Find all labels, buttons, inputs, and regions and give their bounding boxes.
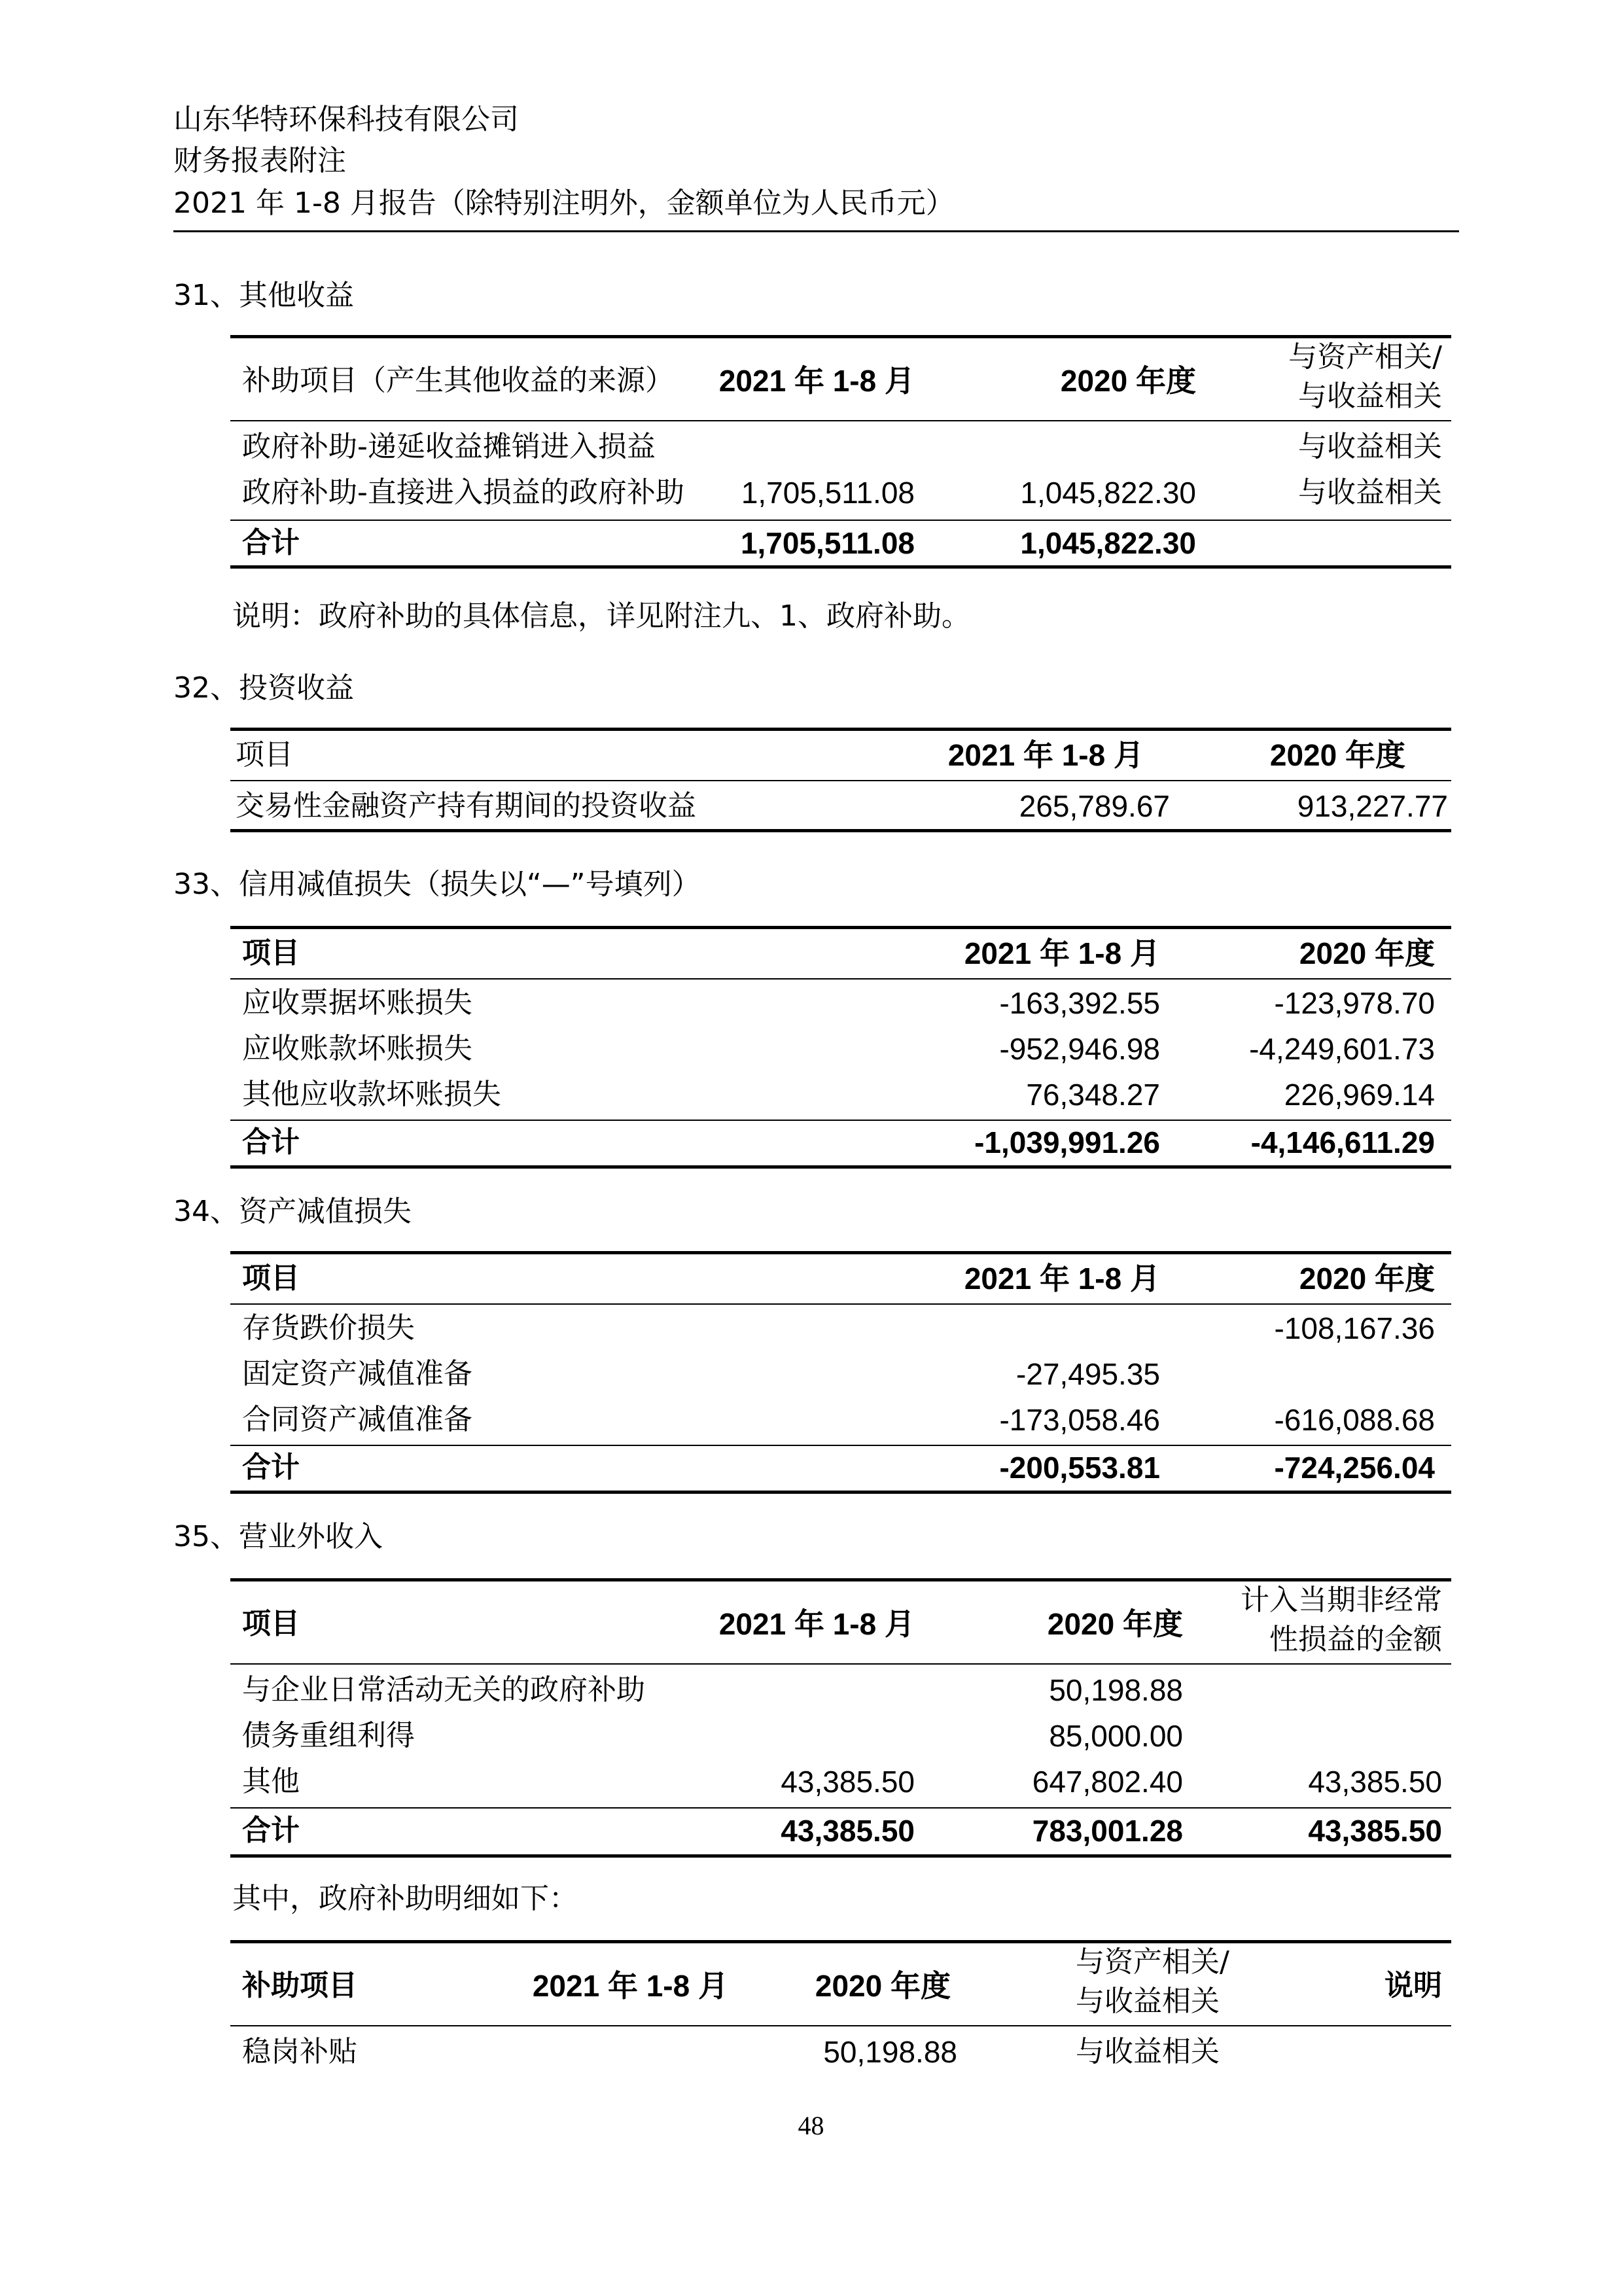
col-header-2020: 2020 年度 <box>1047 1607 1183 1641</box>
total-value-2020: 783,001.28 <box>1032 1814 1183 1848</box>
table-row-value-2021: -952,946.98 <box>999 1032 1160 1066</box>
table-non-operating-income <box>230 1578 1451 1860</box>
table-row-value-2020: 913,227.77 <box>1297 789 1448 823</box>
total-value-2020: -4,146,611.29 <box>1250 1125 1435 1159</box>
col-header-relation-2: 与收益相关 <box>1076 1985 1220 2018</box>
table-row-value-nonrecurring: 43,385.50 <box>1308 1765 1442 1799</box>
col-header-item: 项目 <box>236 738 293 771</box>
total-label: 合计 <box>242 526 300 559</box>
col-header-relation-2: 与收益相关 <box>1298 380 1442 413</box>
total-value-2020: 1,045,822.30 <box>1020 526 1196 560</box>
document-title: 财务报表附注 <box>173 144 346 177</box>
section-33-title: 33、信用减值损失（损失以“—”号填列） <box>173 868 701 901</box>
section-35-title: 35、营业外收入 <box>173 1520 383 1553</box>
section-31-note: 说明：政府补助的具体信息，详见附注九、1、政府补助。 <box>232 599 970 633</box>
table-asset-impairment <box>230 1251 1451 1493</box>
report-period: 2021 年 1-8 月报告（除特别注明外，金额单位为人民币元） <box>173 186 955 220</box>
table-row-relation: 与收益相关 <box>1298 430 1442 463</box>
table-row-name: 固定资产减值准备 <box>242 1357 472 1390</box>
table-row-name: 其他应收款坏账损失 <box>242 1078 501 1111</box>
table-row-value-2020: 647,802.40 <box>1032 1765 1183 1799</box>
table-row-value-2021: -27,495.35 <box>1016 1357 1160 1391</box>
section-31-title: 31、其他收益 <box>173 279 354 312</box>
table-row-value-2020: -123,978.70 <box>1274 986 1435 1020</box>
table-row-name: 政府补助-递延收益摊销进入损益 <box>242 430 656 463</box>
table-row-name: 稳岗补贴 <box>242 2035 357 2068</box>
col-header-nonrecurring-2: 性损益的金额 <box>1269 1623 1442 1656</box>
table-row-name: 存货跌价损失 <box>242 1311 415 1345</box>
col-header-relation-1: 与资产相关/ <box>1076 1945 1229 1979</box>
table-row-value-2020: 1,045,822.30 <box>1020 476 1196 510</box>
total-value-2021: 43,385.50 <box>781 1814 915 1848</box>
table-row-value-2020: -4,249,601.73 <box>1249 1032 1435 1066</box>
total-value-2021: -200,553.81 <box>999 1451 1160 1485</box>
col-header-item: 项目 <box>242 1262 300 1295</box>
page-number: 48 <box>798 2111 824 2140</box>
col-header-item: 补助项目 <box>242 1969 357 2002</box>
total-value-2021: -1,039,991.26 <box>974 1125 1160 1159</box>
table-row-value-2021: 43,385.50 <box>781 1765 915 1799</box>
col-header-2021: 2021 年 1-8 月 <box>964 1262 1160 1296</box>
table-row-value-2020: 85,000.00 <box>1049 1719 1183 1753</box>
table-row-value-2020: 226,969.14 <box>1284 1078 1435 1112</box>
table-subsidy-details <box>230 1940 1451 2084</box>
col-header-2021: 2021 年 1-8 月 <box>532 1969 728 2003</box>
total-label: 合计 <box>242 1125 300 1159</box>
col-header-2020: 2020 年度 <box>815 1969 951 2003</box>
table-row-value-2021: 1,705,511.08 <box>741 476 915 510</box>
col-header-2021: 2021 年 1-8 月 <box>947 738 1144 772</box>
table-row-value-2021: -163,392.55 <box>999 986 1160 1020</box>
table-row-name: 其他 <box>242 1765 300 1798</box>
header-rule <box>173 230 1459 232</box>
col-header-2020: 2020 年度 <box>1269 738 1405 772</box>
section-34-title: 34、资产减值损失 <box>173 1195 412 1228</box>
table-investment-income <box>230 728 1451 845</box>
col-header-2021: 2021 年 1-8 月 <box>964 936 1160 970</box>
table-row-value-2020: 50,198.88 <box>823 2035 957 2069</box>
table-row-value-2021: -173,058.46 <box>999 1403 1160 1437</box>
section-35-note: 其中，政府补助明细如下： <box>232 1882 578 1915</box>
col-header-2021: 2021 年 1-8 月 <box>718 1607 915 1641</box>
col-header-2021: 2021 年 1-8 月 <box>718 364 915 398</box>
col-header-2020: 2020 年度 <box>1299 936 1435 970</box>
col-header-2020: 2020 年度 <box>1060 364 1196 398</box>
table-row-value-2020: 50,198.88 <box>1049 1673 1183 1707</box>
total-label: 合计 <box>242 1814 300 1847</box>
table-credit-impairment <box>230 926 1451 1168</box>
total-value-nonrecurring: 43,385.50 <box>1308 1814 1442 1848</box>
table-row-name: 应收账款坏账损失 <box>242 1032 472 1065</box>
col-header-item: 项目 <box>242 936 300 970</box>
col-header-item: 补助项目（产生其他收益的来源） <box>242 364 674 397</box>
table-row-name: 与企业日常活动无关的政府补助 <box>242 1673 645 1706</box>
table-row-value-2020: -108,167.36 <box>1274 1311 1435 1345</box>
table-row-value-2020: -616,088.68 <box>1274 1403 1435 1437</box>
total-value-2021: 1,705,511.08 <box>740 526 915 560</box>
table-row-name: 交易性金融资产持有期间的投资收益 <box>236 789 696 822</box>
table-row-relation: 与收益相关 <box>1298 476 1442 509</box>
col-header-relation-1: 与资产相关/ <box>1288 340 1442 374</box>
col-header-description: 说明 <box>1384 1969 1442 2002</box>
company-name: 山东华特环保科技有限公司 <box>173 103 519 136</box>
section-32-title: 32、投资收益 <box>173 671 354 705</box>
table-row-relation: 与收益相关 <box>1076 2035 1220 2068</box>
table-row-name: 政府补助-直接进入损益的政府补助 <box>242 476 684 509</box>
col-header-2020: 2020 年度 <box>1299 1262 1435 1296</box>
table-row-value-2021: 76,348.27 <box>1026 1078 1160 1112</box>
table-row-name: 合同资产减值准备 <box>242 1403 472 1436</box>
table-other-income <box>230 335 1451 577</box>
col-header-item: 项目 <box>242 1607 300 1640</box>
table-row-name: 债务重组利得 <box>242 1719 415 1752</box>
col-header-nonrecurring-1: 计入当期非经常 <box>1241 1583 1442 1617</box>
total-value-2020: -724,256.04 <box>1274 1451 1435 1485</box>
table-row-name: 应收票据坏账损失 <box>242 986 472 1019</box>
table-row-value-2021: 265,789.67 <box>1019 789 1170 823</box>
total-label: 合计 <box>242 1451 300 1484</box>
